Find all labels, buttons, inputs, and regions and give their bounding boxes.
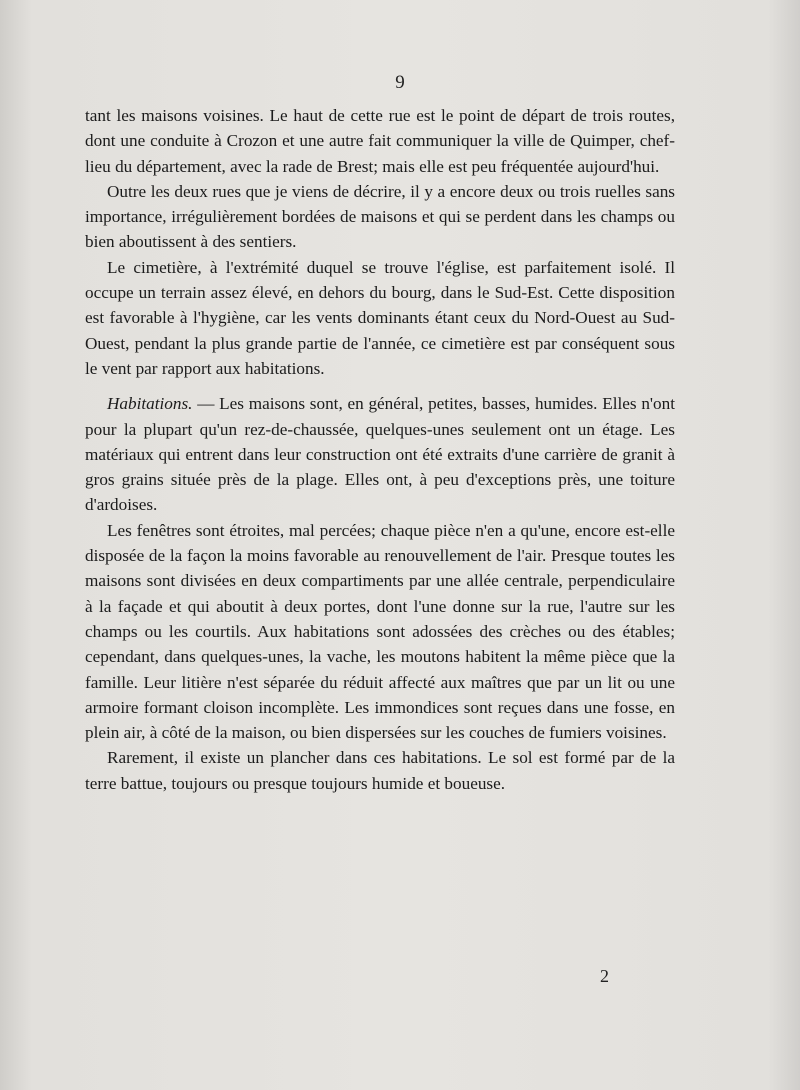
paragraph-continuation: tant les maisons voisines. Le haut de cette rue est le point de départ de trois routes, dont une conduite à Crozon et une autre fait communiquer la ville de Quimper, chef-lieu du département, avec la rade de Brest; mais elle est peu fréquentée aujourd'hui. <box>85 106 675 176</box>
paragraph-habitations <box>85 391 675 517</box>
paragraph-cemetery: Le cimetière, à l'extrémité duquel se trouve l'église, est parfaitement isolé. Il occupe un terrain assez élevé, en dehors du bourg, dans le Sud-Est. Cette disposition est favorable à l'hygiène, car les vents dominants étant ceux du Nord-Ouest au Sud-Ouest, pendant la plus grande partie de l'année, ce cimetière est par conséquent sous le vent par rapport aux habitations. <box>85 257 675 378</box>
page-number: 9 <box>395 72 405 93</box>
section-heading-habitations: Habitations. <box>107 394 193 414</box>
signature-mark: 2 <box>600 966 609 986</box>
body-text <box>85 103 675 796</box>
paragraph-habitations-text: — Les maisons sont, en général, petites, basses, humides. Elles n'ont pour la plupart qu'un rez-de-chaussée, quelques-unes seulement ont un étage. Les matériaux qui entrent dans leur construction ont été extraits d'une carrière de granit à gros grains située près de la plage. Elles ont, à peu d'exceptions près, une toiture d'ardoises. <box>85 394 675 515</box>
paragraph-streets: Outre les deux rues que je viens de décrire, il y a encore deux ou trois ruelles sans importance, irrégulièrement bordées de maisons et qui se perdent dans les champs ou bien aboutissent à des sentiers. <box>85 181 675 252</box>
paragraph-windows: Les fenêtres sont étroites, mal percées; chaque pièce n'en a qu'une, encore est-elle disposée de la façon la moins favorable au renouvellement de l'air. Presque toutes les maisons sont divisées en deux compartiments par une allée centrale, perpendiculaire à la façade et qui aboutit à deux portes, dont l'une donne sur la rue, l'autre sur les champs ou les courtils. Aux habitations sont adossées des crèches ou des étables; cependant, dans quelques-unes, la vache, les moutons habitent la même pièce que la famille. Leur litière n'est séparée du réduit affecté aux maîtres que par un lit ou une armoire formant cloison incomplète. Les immondices sont reçues dans une fosse, en plein air, à côté de la maison, ou bien dispersées sur les couches de fumiers voisines. <box>85 520 675 743</box>
paragraph-floor: Rarement, il existe un plancher dans ces habitations. Le sol est formé par de la terre battue, toujours ou presque toujours humide et boueuse. <box>85 748 675 793</box>
